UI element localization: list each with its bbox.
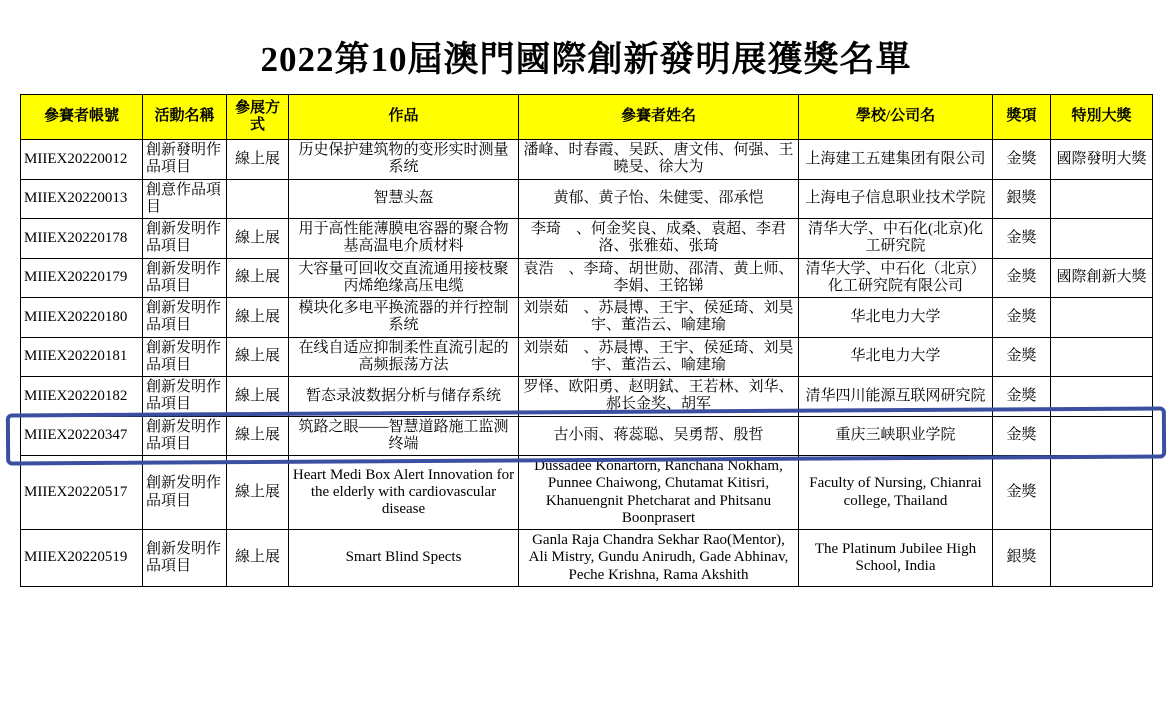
- cell-account: MIIEX20220519: [21, 530, 143, 587]
- cell-activity: 創新发明作品項目: [143, 219, 227, 259]
- cell-work: 模块化多电平换流器的并行控制系统: [289, 298, 519, 338]
- cell-school: 华北电力大学: [799, 337, 993, 377]
- table-row: [21, 456, 1153, 530]
- cell-prize: 金獎: [993, 416, 1051, 456]
- cell-special-award: [1051, 298, 1153, 338]
- cell-school: 清华大学、中石化(北京)化工研究院: [799, 219, 993, 259]
- cell-account: MIIEX20220012: [21, 140, 143, 180]
- cell-participants: 袁浩 、李琦、胡世勋、邵清、黄上师、李娟、王铭锑: [519, 258, 799, 298]
- cell-mode: 線上展: [227, 337, 289, 377]
- column-header-account: 參賽者帳號: [21, 95, 143, 140]
- cell-work: 智慧头盔: [289, 179, 519, 219]
- cell-special-award: [1051, 337, 1153, 377]
- cell-prize: 金獎: [993, 337, 1051, 377]
- cell-mode: 線上展: [227, 258, 289, 298]
- table-header-row: [21, 95, 1153, 140]
- cell-work: Smart Blind Spects: [289, 530, 519, 587]
- award-table-container: [20, 94, 1152, 587]
- cell-account: MIIEX20220178: [21, 219, 143, 259]
- column-header-school: 學校/公司名: [799, 95, 993, 140]
- cell-activity: 創新发明作品項目: [143, 377, 227, 417]
- cell-school: 上海电子信息职业技术学院: [799, 179, 993, 219]
- award-table: [20, 94, 1153, 587]
- cell-mode: 線上展: [227, 416, 289, 456]
- cell-prize: 金獎: [993, 298, 1051, 338]
- cell-participants: Ganla Raja Chandra Sekhar Rao(Mentor), Ali Mistry, Gundu Anirudh, Gade Abhinav, Peche Krishna, Rama Akshith: [519, 530, 799, 587]
- cell-school: 清华大学、中石化（北京）化工研究院有限公司: [799, 258, 993, 298]
- cell-work: 大容量可回收交直流通用接枝聚丙烯绝缘高压电缆: [289, 258, 519, 298]
- cell-mode: 線上展: [227, 530, 289, 587]
- cell-special-award: [1051, 377, 1153, 417]
- table-row: [21, 416, 1153, 456]
- cell-prize: 金獎: [993, 258, 1051, 298]
- table-row: [21, 337, 1153, 377]
- cell-account: MIIEX20220181: [21, 337, 143, 377]
- cell-school: 清华四川能源互联网研究院: [799, 377, 993, 417]
- table-row: [21, 530, 1153, 587]
- cell-account: MIIEX20220517: [21, 456, 143, 530]
- cell-special-award: [1051, 416, 1153, 456]
- cell-account: MIIEX20220182: [21, 377, 143, 417]
- cell-activity: 創新发明作品項目: [143, 337, 227, 377]
- cell-activity: 創新发明作品項目: [143, 530, 227, 587]
- cell-participants: 罗怿、欧阳勇、赵明鉽、王若林、刘华、郝长金奖、胡军: [519, 377, 799, 417]
- column-header-participants: 參賽者姓名: [519, 95, 799, 140]
- cell-participants: 黄郁、黄子怡、朱健雯、邵承恺: [519, 179, 799, 219]
- cell-school: 华北电力大学: [799, 298, 993, 338]
- cell-account: MIIEX20220180: [21, 298, 143, 338]
- column-header-special-award: 特別大獎: [1051, 95, 1153, 140]
- table-row: [21, 298, 1153, 338]
- table-row: [21, 377, 1153, 417]
- table-row: [21, 179, 1153, 219]
- cell-activity: 創意作品項目: [143, 179, 227, 219]
- cell-school: 重庆三峡职业学院: [799, 416, 993, 456]
- cell-mode: [227, 179, 289, 219]
- cell-participants: 李琦 、何金奖良、成桑、袁超、李君洛、张雅茹、张琦: [519, 219, 799, 259]
- cell-school: The Platinum Jubilee High School, India: [799, 530, 993, 587]
- cell-activity: 創新發明作品項目: [143, 140, 227, 180]
- cell-special-award: [1051, 179, 1153, 219]
- award-table-body: [21, 140, 1153, 587]
- cell-work: 筑路之眼——智慧道路施工监测终端: [289, 416, 519, 456]
- cell-prize: 金獎: [993, 140, 1051, 180]
- cell-activity: 創新发明作品項目: [143, 416, 227, 456]
- cell-mode: 線上展: [227, 140, 289, 180]
- cell-account: MIIEX20220013: [21, 179, 143, 219]
- page-title: 2022第10屆澳門國際創新發明展獲獎名單: [260, 40, 912, 79]
- table-row: [21, 140, 1153, 180]
- cell-participants: Dussadee Konartorn, Ranchana Nokham, Punnee Chaiwong, Chutamat Kitisri, Khanuengnit Phetcharat and Phitsanu Boonprasert: [519, 456, 799, 530]
- cell-special-award: [1051, 530, 1153, 587]
- cell-special-award: 國際創新大獎: [1051, 258, 1153, 298]
- cell-prize: 金獎: [993, 377, 1051, 417]
- cell-participants: 刘崇茹 、苏晨博、王宇、侯延琦、刘昊宇、董浩云、喻建瑜: [519, 337, 799, 377]
- cell-special-award: [1051, 219, 1153, 259]
- cell-mode: 線上展: [227, 377, 289, 417]
- cell-work: 在线自适应抑制柔性直流引起的高频振荡方法: [289, 337, 519, 377]
- cell-prize: 銀獎: [993, 530, 1051, 587]
- cell-activity: 創新发明作品項目: [143, 456, 227, 530]
- cell-participants: 潘峰、时春霞、吴跃、唐文伟、何强、王曉旻、徐大为: [519, 140, 799, 180]
- cell-prize: 金獎: [993, 456, 1051, 530]
- cell-prize: 銀獎: [993, 179, 1051, 219]
- cell-school: 上海建工五建集团有限公司: [799, 140, 993, 180]
- column-header-prize: 獎項: [993, 95, 1051, 140]
- table-row: [21, 219, 1153, 259]
- cell-special-award: [1051, 456, 1153, 530]
- cell-activity: 創新发明作品項目: [143, 258, 227, 298]
- table-row: [21, 258, 1153, 298]
- cell-participants: 古小雨、蒋蕊聪、吴勇帮、殷哲: [519, 416, 799, 456]
- cell-mode: 線上展: [227, 219, 289, 259]
- cell-work: 用于高性能薄膜电容器的聚合物基高温电介质材料: [289, 219, 519, 259]
- cell-account: MIIEX20220179: [21, 258, 143, 298]
- cell-mode: 線上展: [227, 456, 289, 530]
- cell-participants: 刘崇茹 、苏晨博、王宇、侯延琦、刘昊宇、董浩云、喻建瑜: [519, 298, 799, 338]
- column-header-mode: 參展方式: [227, 95, 289, 140]
- cell-special-award: 國際發明大獎: [1051, 140, 1153, 180]
- column-header-work: 作品: [289, 95, 519, 140]
- cell-mode: 線上展: [227, 298, 289, 338]
- cell-work: Heart Medi Box Alert Innovation for the elderly with cardiovascular disease: [289, 456, 519, 530]
- column-header-activity: 活動名稱: [143, 95, 227, 140]
- cell-work: 历史保护建筑物的变形实时测量系统: [289, 140, 519, 180]
- cell-prize: 金獎: [993, 219, 1051, 259]
- cell-school: Faculty of Nursing, Chianrai college, Thailand: [799, 456, 993, 530]
- cell-work: 暂态录波数据分析与储存系统: [289, 377, 519, 417]
- cell-activity: 創新发明作品項目: [143, 298, 227, 338]
- cell-account: MIIEX20220347: [21, 416, 143, 456]
